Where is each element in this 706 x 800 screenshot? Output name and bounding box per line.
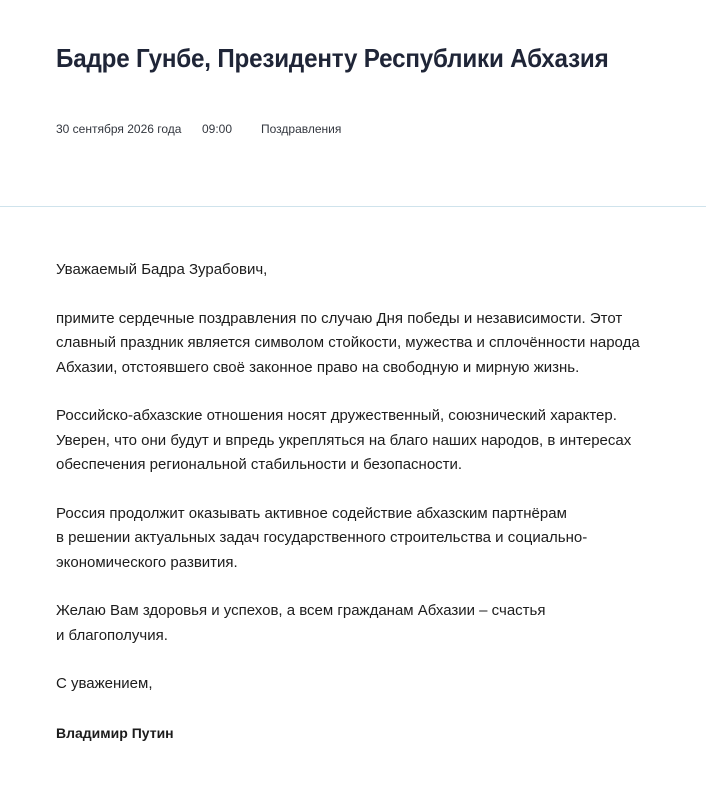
paragraph-wishes: Желаю Вам здоровья и успехов, а всем гражданам Абхазии – счастья и благополучия. bbox=[56, 602, 546, 644]
greeting: Уважаемый Бадра Зурабович, bbox=[56, 261, 268, 278]
signature: Владимир Путин bbox=[56, 724, 174, 741]
publish-time: 09:00 bbox=[202, 122, 233, 136]
article-body bbox=[56, 258, 656, 769]
paragraph-relations: Российско-абхазские отношения носят дружественный, союзнический характер. Уверен, что они будут и впредь укрепляться на благо наших народов, в интересах обеспечения региональной стабильности и безопасности. bbox=[56, 407, 632, 473]
paragraph-assistance: Россия продолжит оказывать активное содействие абхазским партнёрам в решении актуальных задач государственного строительства и социально- экономического развития. bbox=[56, 504, 588, 571]
category-link[interactable]: Поздравления bbox=[261, 122, 342, 136]
closing: С уважением, bbox=[56, 675, 153, 692]
header-divider bbox=[0, 206, 706, 207]
page-title: Бадре Гунбе, Президенту Республики Абхазия bbox=[56, 43, 609, 73]
paragraph-congratulations: примите сердечные поздравления по случаю Дня победы и независимости. Этот славный праздник является символом стойкости, мужества и сплочённости народа Абхазии, отстоявшего своё законное право на свободную и мирную жизнь. bbox=[56, 309, 640, 376]
publish-date: 30 сентября 2026 года bbox=[56, 122, 182, 136]
article-header bbox=[0, 0, 706, 207]
